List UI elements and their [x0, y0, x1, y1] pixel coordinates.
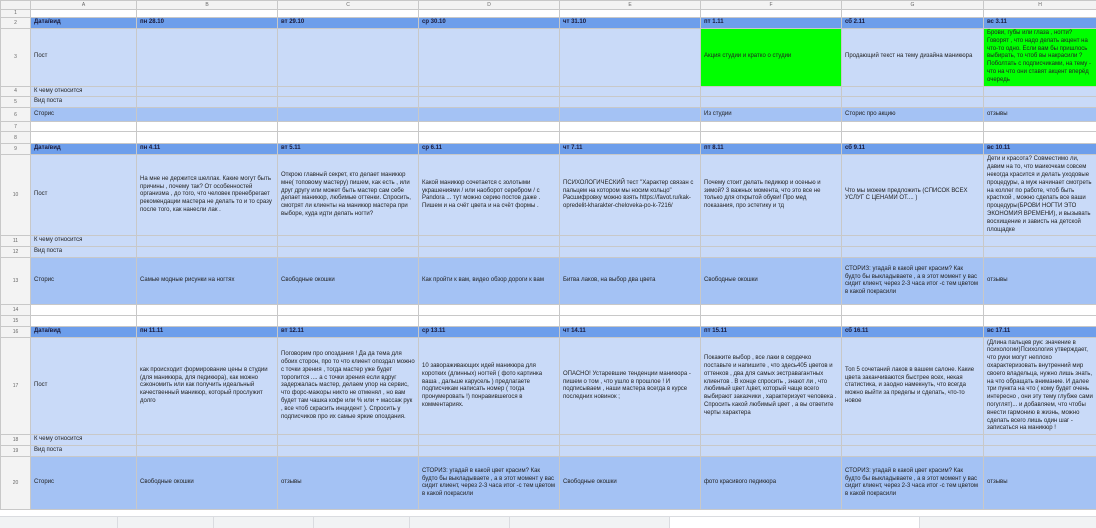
table-row: [1, 29, 1096, 87]
table-cell[interactable]: отзывы: [278, 457, 419, 510]
row-header[interactable]: 5: [1, 97, 31, 108]
row-label-cell[interactable]: [31, 316, 137, 327]
table-cell[interactable]: вт 5.11: [278, 144, 419, 155]
table-cell[interactable]: Брови, губы или глаза , ногти? Говорят , что надо делать акцент на что-то одно. Если вам бы пришлось выбирать, то чтоб вы накрасили ? Поболтать с подписчиками, на тему - что на что они ставят акцент вперёд очередь: [984, 29, 1096, 87]
table-cell[interactable]: ср 13.11: [419, 327, 560, 338]
row-label-cell[interactable]: Дата/вид: [31, 18, 137, 29]
row-label-cell[interactable]: Сторис: [31, 258, 137, 305]
row-header[interactable]: 12: [1, 247, 31, 258]
table-cell[interactable]: [419, 316, 560, 327]
table-cell[interactable]: [419, 247, 560, 258]
table-cell[interactable]: [419, 108, 560, 122]
row-label-cell[interactable]: К чему относится: [31, 236, 137, 247]
row-header[interactable]: 2: [1, 18, 31, 29]
table-cell[interactable]: [984, 132, 1096, 144]
table-cell[interactable]: [984, 236, 1096, 247]
table-cell[interactable]: [137, 97, 278, 108]
table-cell[interactable]: [701, 435, 842, 446]
table-cell[interactable]: [278, 236, 419, 247]
table-cell[interactable]: Покажите выбор , все лаки в сердечко поставьте и напишите , что здесь405 цветов и оттенков , два для самых экстравагантных клиентов . В конце спросить , знают ли , что любимый цвет /цвет, который чаще всего выбирают заказчики , характеризует человека . Спросить какой любимый цвет , а вы ответите черты характера: [701, 338, 842, 435]
table-cell[interactable]: [278, 132, 419, 144]
table-cell[interactable]: Свободные окошки: [560, 457, 701, 510]
table-cell[interactable]: отзывы: [984, 457, 1096, 510]
table-cell[interactable]: [842, 446, 984, 457]
row-label-cell[interactable]: К чему относится: [31, 86, 137, 97]
sheet-tab-active[interactable]: [670, 517, 920, 528]
table-cell[interactable]: Из студии: [701, 108, 842, 122]
table-cell[interactable]: [419, 236, 560, 247]
table-cell[interactable]: пн 4.11: [137, 144, 278, 155]
table-cell[interactable]: [137, 247, 278, 258]
table-cell[interactable]: [137, 10, 278, 18]
sheet-tab[interactable]: [118, 517, 214, 528]
table-cell[interactable]: вс 17.11: [984, 327, 1096, 338]
table-cell[interactable]: [842, 86, 984, 97]
table-cell[interactable]: [419, 122, 560, 132]
table-cell[interactable]: [984, 97, 1096, 108]
table-cell[interactable]: Какой маникюр сочетается с золотыми украшениями / или наоборот серебром / с Pandora ... тут можно серию постов даже . Пишем и на счёт цвета и на счёт формы .: [419, 155, 560, 236]
table-cell[interactable]: [984, 86, 1096, 97]
table-cell[interactable]: [278, 10, 419, 18]
table-row: [1, 457, 1096, 510]
table-cell[interactable]: [701, 86, 842, 97]
row-header[interactable]: 14: [1, 305, 31, 316]
table-cell[interactable]: как происходит формирование цены в студии (для маникюра, для педикюра), как можно сэкономить или как получить идеальный качественный маникюр, который прослужит долго: [137, 338, 278, 435]
table-cell[interactable]: Сторис про акцию: [842, 108, 984, 122]
sheet-tabs-bar: [0, 516, 1096, 528]
table-cell[interactable]: [701, 236, 842, 247]
table-cell[interactable]: [137, 132, 278, 144]
sheet-tab[interactable]: [0, 517, 118, 528]
table-cell[interactable]: вс 3.11: [984, 18, 1096, 29]
table-cell[interactable]: [701, 10, 842, 18]
table-cell[interactable]: [419, 86, 560, 97]
table-cell[interactable]: Почему стоит делать педикюр и осенью и зимой? 3 важных момента, что это все не только для открытой обуви! Про мед показания, про эстетику и тд: [701, 155, 842, 236]
row-label-cell[interactable]: [31, 122, 137, 132]
table-cell[interactable]: На мне не держится шеллак. Какие могут быть причины , почему так? От особенностей организма , до того, что человек пренебрегает рекомендации мастера не делать то и то сразу после того, как нанесли лак .: [137, 155, 278, 236]
sheet-tab[interactable]: [510, 517, 670, 528]
table-cell[interactable]: [984, 446, 1096, 457]
table-cell[interactable]: [560, 122, 701, 132]
table-cell[interactable]: вт 29.10: [278, 18, 419, 29]
sheet-tab[interactable]: [214, 517, 314, 528]
table-cell[interactable]: [701, 247, 842, 258]
table-cell[interactable]: [137, 108, 278, 122]
row-header[interactable]: 8: [1, 132, 31, 144]
row-header[interactable]: 13: [1, 258, 31, 305]
row-header[interactable]: 9: [1, 144, 31, 155]
table-cell[interactable]: [842, 236, 984, 247]
column-header[interactable]: G: [842, 1, 984, 10]
table-row: [1, 144, 1096, 155]
table-cell[interactable]: [560, 435, 701, 446]
table-cell[interactable]: Свободные окошки: [278, 258, 419, 305]
table-cell[interactable]: [419, 132, 560, 144]
row-label-cell[interactable]: [31, 132, 137, 144]
table-cell[interactable]: [701, 305, 842, 316]
row-header[interactable]: 17: [1, 338, 31, 435]
column-header[interactable]: B: [137, 1, 278, 10]
table-cell[interactable]: СТОРИЗ: угадай в какой цвет красим? Как будто бы выкладываете , а в этот момент у вас сидит клиент, через 2-3 часа итог -с тем цветом в какой покрасили: [842, 258, 984, 305]
table-cell[interactable]: Открою главный секрет, кто делает маникюр мне( топовому мастеру) пишем, как есть , или друг другу или может быть мастер сам себе делает маникюр, любимые оттенки. Спросить, смотрят ли клиенты на маникюр мастера при выборе, куда идти делать ногти?: [278, 155, 419, 236]
table-cell[interactable]: Дети и красота? Совместимо ли, давим на то, что маикочкам совсем некогда красится и делать уходовые процедуры, а муж начинает смотреть на коллег по работе, чтоб быть красткой , можно сделать все ваши процедуры(БРОВИ НОГТИ ЭТО ЭКОНОМИЯ ВРЕМЕНИ), и вызывать восхищение и зависть на детской площадке: [984, 155, 1096, 236]
table-cell[interactable]: Битва лаков, на выбор два цвета: [560, 258, 701, 305]
column-header[interactable]: E: [560, 1, 701, 10]
table-cell[interactable]: [984, 305, 1096, 316]
row-label-cell[interactable]: [31, 305, 137, 316]
table-cell[interactable]: [701, 132, 842, 144]
row-header[interactable]: 7: [1, 122, 31, 132]
table-cell[interactable]: [278, 305, 419, 316]
table-cell[interactable]: [419, 10, 560, 18]
table-cell[interactable]: [278, 316, 419, 327]
table-row: [1, 435, 1096, 446]
table-row: [1, 446, 1096, 457]
table-cell[interactable]: 10 завораживающих идей маникюра для коротких (длинных) ногтей ( фото картинка ваша , дальше карусель ) предлагаете подписчикам написать номер ( тогда пронумеровать !) понравившегося в комментариях.: [419, 338, 560, 435]
table-cell[interactable]: СТОРИЗ: угадай в какой цвет красим? Как будто бы выкладываете , а в этот момент у вас сидит клиент, через 2-3 часа итог -с тем цветом в какой покрасили: [419, 457, 560, 510]
table-cell[interactable]: [137, 29, 278, 87]
column-header-row: [1, 1, 1096, 10]
table-cell[interactable]: [137, 236, 278, 247]
table-cell[interactable]: отзывы: [984, 258, 1096, 305]
table-row: [1, 97, 1096, 108]
table-cell[interactable]: (Длина пальцев рук: значение в психологии)Психология утверждает, что руки могут неплохо охарактеризовать внутренний мир своего владельца, нужно лишь знать, на что обращать внимание. И далее три пункта на что ( кому будет очень интересно , они эту тему глубже сами погуглят)... и добавляем, что чтобы внести гармонию в жизнь, можно сделать всего лишь один шаг - записаться на маникюр !: [984, 338, 1096, 435]
sheet-tab[interactable]: [410, 517, 510, 528]
table-cell[interactable]: [701, 446, 842, 457]
table-cell[interactable]: [278, 86, 419, 97]
table-cell[interactable]: [842, 247, 984, 258]
row-label-cell[interactable]: Вид поста: [31, 97, 137, 108]
table-cell[interactable]: пн 28.10: [137, 18, 278, 29]
row-header[interactable]: 4: [1, 86, 31, 97]
table-cell[interactable]: [278, 122, 419, 132]
table-cell[interactable]: [278, 435, 419, 446]
row-header[interactable]: 19: [1, 446, 31, 457]
table-row: [1, 122, 1096, 132]
column-header[interactable]: H: [984, 1, 1096, 10]
table-cell[interactable]: сб 16.11: [842, 327, 984, 338]
table-cell[interactable]: [560, 10, 701, 18]
table-cell[interactable]: [842, 316, 984, 327]
table-cell[interactable]: вс 10.11: [984, 144, 1096, 155]
table-cell[interactable]: [842, 97, 984, 108]
row-header[interactable]: 6: [1, 108, 31, 122]
row-label-cell[interactable]: Вид поста: [31, 446, 137, 457]
table-row: [1, 155, 1096, 236]
row-label-cell[interactable]: Пост: [31, 338, 137, 435]
table-cell[interactable]: [137, 305, 278, 316]
table-cell[interactable]: [842, 435, 984, 446]
row-header[interactable]: 16: [1, 327, 31, 338]
table-row: [1, 18, 1096, 29]
table-cell[interactable]: ср 6.11: [419, 144, 560, 155]
table-cell[interactable]: пт 1.11: [701, 18, 842, 29]
table-cell[interactable]: [842, 122, 984, 132]
table-row: [1, 132, 1096, 144]
table-cell[interactable]: [560, 247, 701, 258]
row-label-cell[interactable]: Сторис: [31, 457, 137, 510]
table-cell[interactable]: [842, 10, 984, 18]
column-header[interactable]: D: [419, 1, 560, 10]
table-cell[interactable]: [701, 122, 842, 132]
table-cell[interactable]: [842, 305, 984, 316]
row-label-cell[interactable]: [31, 10, 137, 18]
row-header[interactable]: 18: [1, 435, 31, 446]
table-cell[interactable]: [278, 29, 419, 87]
table-cell[interactable]: Продающий текст на тему дизайна маникюра: [842, 29, 984, 87]
row-label-cell[interactable]: Пост: [31, 29, 137, 87]
table-cell[interactable]: [419, 446, 560, 457]
table-cell[interactable]: [701, 97, 842, 108]
table-cell[interactable]: [842, 132, 984, 144]
row-label-cell[interactable]: Вид поста: [31, 247, 137, 258]
table-cell[interactable]: фото красивого педикюра: [701, 457, 842, 510]
table-cell[interactable]: [137, 435, 278, 446]
table-cell[interactable]: [560, 86, 701, 97]
table-cell[interactable]: [560, 446, 701, 457]
row-header[interactable]: 3: [1, 29, 31, 87]
row-label-cell[interactable]: Дата/вид: [31, 327, 137, 338]
table-cell[interactable]: ОПАСНО! Устаревшие тенденции маникюра - пишем о том , что ушло в прошлое ! И подписываем , наши мастера всегда в курсе последних новинок ;: [560, 338, 701, 435]
table-cell[interactable]: [137, 316, 278, 327]
table-cell[interactable]: чт 31.10: [560, 18, 701, 29]
table-row: [1, 258, 1096, 305]
table-row: [1, 10, 1096, 18]
table-row: [1, 86, 1096, 97]
table-cell[interactable]: [560, 236, 701, 247]
table-cell[interactable]: [137, 446, 278, 457]
table-cell[interactable]: [984, 316, 1096, 327]
table-cell[interactable]: Как пройти к вам, видео обзор дороги к вам: [419, 258, 560, 305]
table-cell[interactable]: [419, 435, 560, 446]
table-cell[interactable]: сб 2.11: [842, 18, 984, 29]
table-cell[interactable]: [984, 122, 1096, 132]
row-header[interactable]: 10: [1, 155, 31, 236]
row-label-cell[interactable]: Дата/вид: [31, 144, 137, 155]
table-cell[interactable]: Топ 5 сочетаний лаков в вашем салоне. Какие цвета заканчиваются быстрее всех, некая статистика, и заодно намекнуть, что всегда можно выйти за пределы и сделать, что-то новое: [842, 338, 984, 435]
table-cell[interactable]: [560, 132, 701, 144]
row-label-cell[interactable]: Пост: [31, 155, 137, 236]
row-label-cell[interactable]: К чему относится: [31, 435, 137, 446]
column-header[interactable]: F: [701, 1, 842, 10]
table-cell[interactable]: СТОРИЗ: угадай в какой цвет красим? Как будто бы выкладываете , а в этот момент у вас сидит клиент, через 2-3 часа итог -с тем цветом в какой покрасили: [842, 457, 984, 510]
table-cell[interactable]: ср 30.10: [419, 18, 560, 29]
table-cell[interactable]: [419, 29, 560, 87]
table-cell[interactable]: [984, 247, 1096, 258]
table-cell[interactable]: [560, 305, 701, 316]
table-cell[interactable]: [419, 97, 560, 108]
row-header[interactable]: 1: [1, 10, 31, 18]
table-cell[interactable]: [137, 86, 278, 97]
table-cell[interactable]: сб 9.11: [842, 144, 984, 155]
table-cell[interactable]: пн 11.11: [137, 327, 278, 338]
table-cell[interactable]: чт 14.11: [560, 327, 701, 338]
table-cell[interactable]: [560, 29, 701, 87]
table-cell[interactable]: [984, 435, 1096, 446]
table-row: [1, 305, 1096, 316]
table-cell[interactable]: Что мы можем предложить (СПИСОК ВСЕХ УСЛУГ С ЦЕНАМИ ОТ.... ): [842, 155, 984, 236]
table-cell[interactable]: Акция студии и кратко о студии: [701, 29, 842, 87]
table-cell[interactable]: чт 7.11: [560, 144, 701, 155]
table-row: [1, 236, 1096, 247]
table-cell[interactable]: [278, 97, 419, 108]
column-header[interactable]: C: [278, 1, 419, 10]
table-cell[interactable]: вт 12.11: [278, 327, 419, 338]
sheet-tab[interactable]: [314, 517, 410, 528]
table-row: [1, 108, 1096, 122]
row-header[interactable]: 11: [1, 236, 31, 247]
table-cell[interactable]: [560, 316, 701, 327]
table-row: [1, 247, 1096, 258]
table-row: [1, 338, 1096, 435]
table-cell[interactable]: [278, 247, 419, 258]
table-cell[interactable]: [419, 305, 560, 316]
table-cell[interactable]: ПСИХОЛОГИЧЕСКИЙ тест "Характер связан с пальцем на котором мы носим кольцо" Расшифровку можно взять https://favot.ru/kak-opredelit-kharakter-cheloveka-po-k-7216/: [560, 155, 701, 236]
row-header[interactable]: 15: [1, 316, 31, 327]
table-cell[interactable]: Свободные окошки: [701, 258, 842, 305]
table-cell[interactable]: [984, 10, 1096, 18]
table-cell[interactable]: пт 15.11: [701, 327, 842, 338]
table-cell[interactable]: [560, 108, 701, 122]
row-label-cell[interactable]: Сторис: [31, 108, 137, 122]
table-cell[interactable]: отзывы: [984, 108, 1096, 122]
select-all-corner[interactable]: [1, 1, 31, 10]
table-cell[interactable]: [278, 446, 419, 457]
table-row: [1, 327, 1096, 338]
table-cell[interactable]: [137, 122, 278, 132]
table-row: [1, 316, 1096, 327]
table-cell[interactable]: Поговорим про опоздания ! Да да тема для обоих сторон, про то что клиент опоздал можно с точки зрения , тогда мастер уже будет торопится .... а с точки зрения если вдруг задержалась мастер, делаем упор на сервис, что форс-мажоры никто не отменял , но вам будет там чашка кофе или % или + массаж рук , все чтоб скрасить инцидент ). Спросить у подписчиков про их самые яркие опоздания.: [278, 338, 419, 435]
table-cell[interactable]: [560, 97, 701, 108]
table-cell[interactable]: [701, 316, 842, 327]
row-header[interactable]: 20: [1, 457, 31, 510]
table-cell[interactable]: Самые модные рисунки на ногтях: [137, 258, 278, 305]
column-header[interactable]: A: [31, 1, 137, 10]
table-cell[interactable]: [278, 108, 419, 122]
table-cell[interactable]: пт 8.11: [701, 144, 842, 155]
table-cell[interactable]: Свободные окошки: [137, 457, 278, 510]
